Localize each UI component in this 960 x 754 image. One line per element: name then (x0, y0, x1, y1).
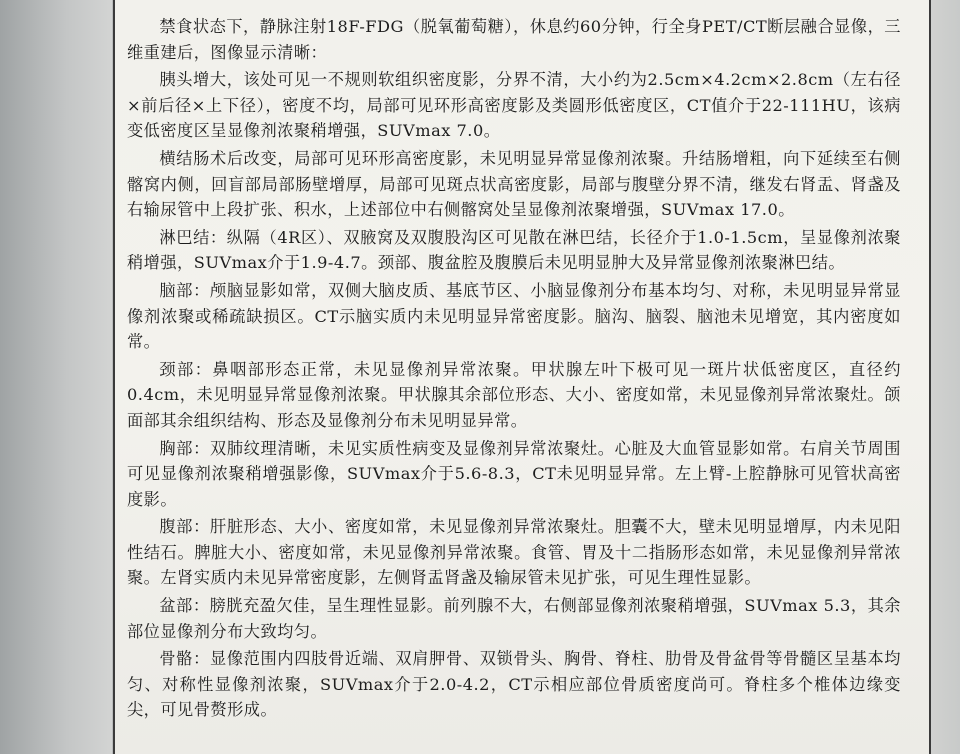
paragraph-neck: 颈部：鼻咽部形态正常，未见显像剂异常浓聚。甲状腺左叶下极可见一斑片状低密度区，直径约0.4cm，未见明显异常显像剂浓聚。甲状腺其余部位形态、大小、密度如常，未见显像剂异常浓聚灶。颌面部其余组织结构、形态及显像剂分布未见明显异常。 (127, 359, 901, 430)
paragraph-brain: 脑部：颅脑显影如常，双侧大脑皮质、基底节区、小脑显像剂分布基本均匀、对称，未见明显异常显像剂浓聚或稀疏缺损区。CT示脑实质内未见明显异常密度影。脑沟、脑裂、脑池未见增宽，其内密度如常。 (127, 280, 901, 352)
paragraph-colon: 横结肠术后改变，局部可见环形高密度影，未见明显异常显像剂浓聚。升结肠增粗，向下延续至右侧髂窝内侧，回盲部局部肠壁增厚，局部可见斑点状高密度影，局部与腹壁分界不清，继发右肾盂、肾盏及右输尿管中上段扩张、积水，上述部位中右侧髂窝处呈显像剂浓聚增强，SUVmax 17.0。 (127, 148, 901, 220)
paragraph-abdomen: 腹部：肝脏形态、大小、密度如常，未见显像剂异常浓聚灶。胆囊不大，壁未见明显增厚，内未见阳性结石。脾脏大小、密度如常，未见显像剂异常浓聚。食管、胃及十二指肠形态如常，未见显像剂异常浓聚。左肾实质内未见异常密度影，左侧肾盂肾盏及输尿管未见扩张，可见生理性显影。 (127, 517, 901, 588)
report-body (115, 14, 929, 725)
paragraph-pancreas: 胰头增大，该处可见一不规则软组织密度影，分界不清，大小约为2.5cm×4.2cm×2.8cm（左右径×前后径×上下径），密度不均，局部可见环形高密度影及类圆形低密度区，CT值介于22-111HU，该病变低密度区呈显像剂浓聚稍增强，SUVmax 7.0。 (127, 70, 901, 141)
paragraph-lymph-nodes: 淋巴结：纵隔（4R区）、双腋窝及双腹股沟区可见散在淋巴结，长径介于1.0-1.5cm，呈显像剂浓聚稍增强，SUVmax介于1.9-4.7。颈部、腹盆腔及腹膜后未见明显肿大及异常显像剂浓聚淋巴结。 (127, 227, 901, 273)
paragraph-exam-method: 禁食状态下，静脉注射18F-FDG（脱氧葡萄糖），休息约60分钟，行全身PET/CT断层融合显像，三维重建后，图像显示清晰： (127, 17, 901, 62)
paragraph-bones: 骨骼：显像范围内四肢骨近端、双肩胛骨、双锁骨头、胸骨、脊柱、肋骨及骨盆骨等骨髓区呈基本均匀、对称性显像剂浓聚，SUVmax介于2.0-4.2，CT示相应部位骨质密度尚可。脊柱多个椎体边缘变尖，可见骨赘形成。 (127, 649, 901, 720)
background-left (0, 0, 112, 754)
report-sheet (113, 0, 931, 754)
paragraph-chest: 胸部：双肺纹理清晰，未见实质性病变及显像剂异常浓聚灶。心脏及大血管显影如常。右肩关节周围可见显像剂浓聚稍增强影像，SUVmax介于5.6-8.3，CT未见明显异常。左上臂-上腔静脉可见管状高密度影。 (127, 438, 901, 509)
paragraph-pelvis: 盆部：膀胱充盈欠佳，呈生理性显影。前列腺不大，右侧部显像剂浓聚稍增强，SUVmax 5.3，其余部位显像剂分布大致均匀。 (127, 596, 901, 641)
